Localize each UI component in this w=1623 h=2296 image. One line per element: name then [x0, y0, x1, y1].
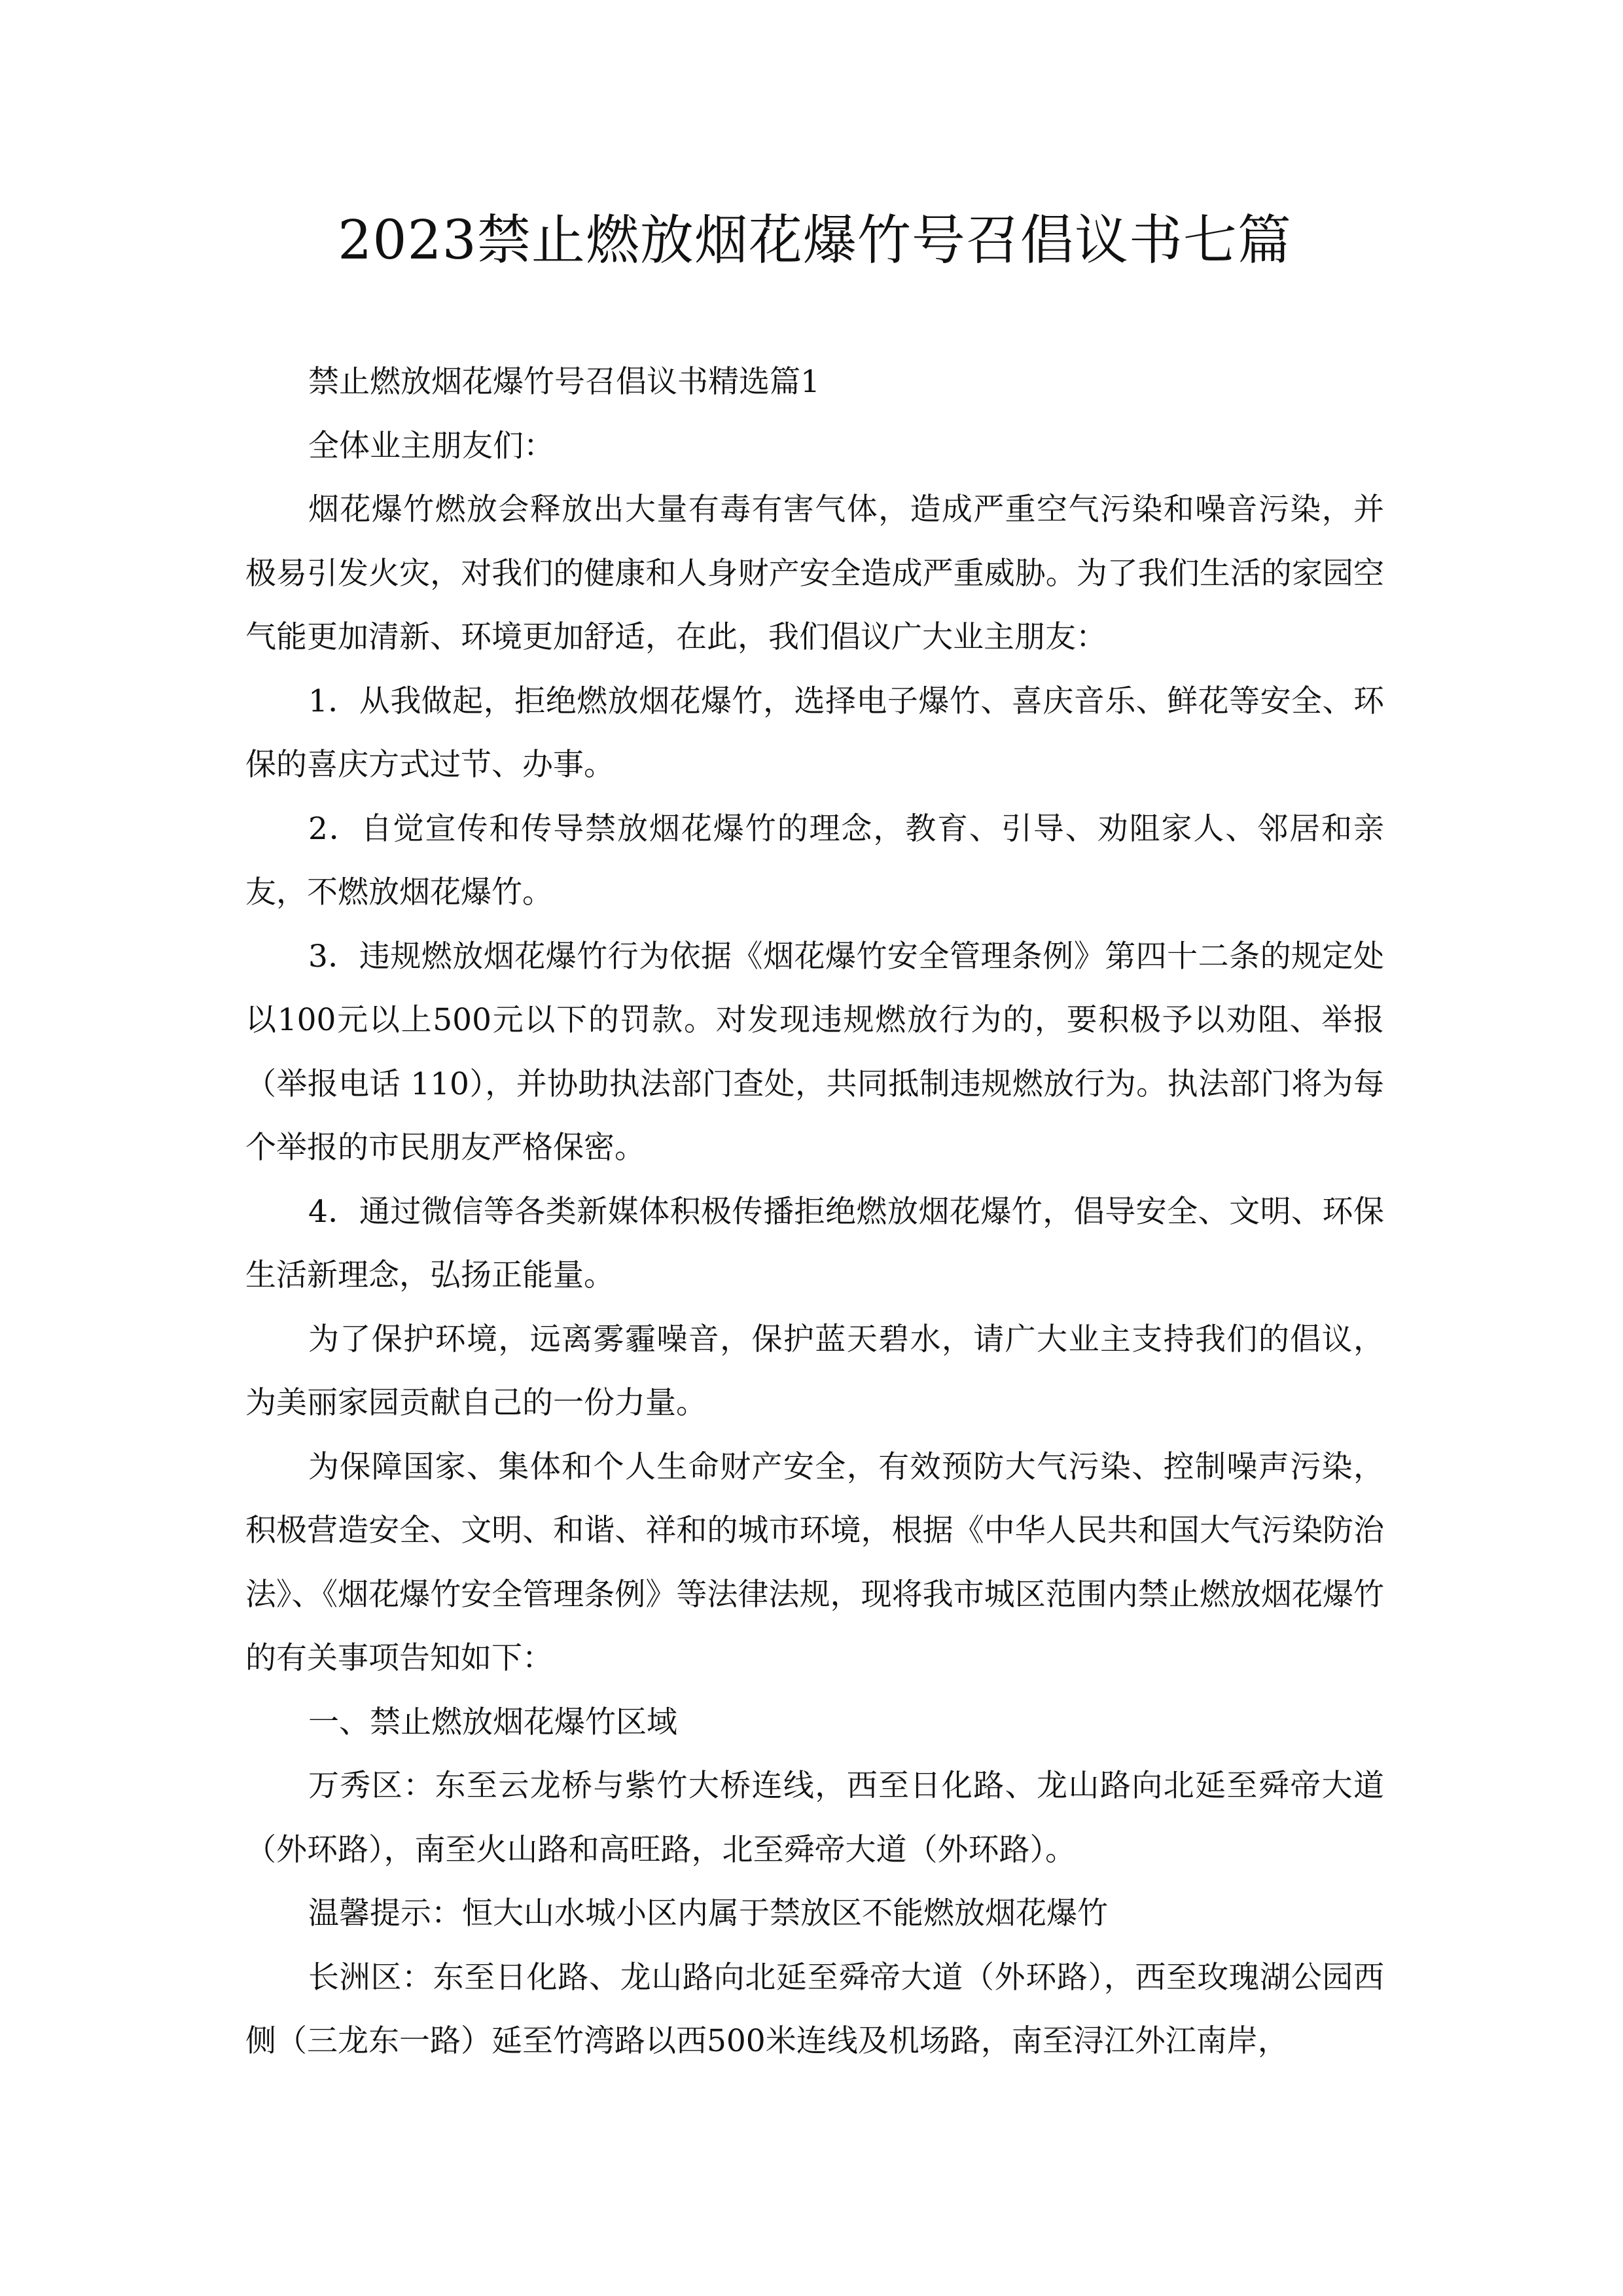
paragraph: 为了保护环境，远离雾霾噪音，保护蓝天碧水，请广大业主支持我们的倡议，为美丽家园贡献自己的一份力量。 — [245, 1321, 1384, 1421]
section-heading: 禁止燃放烟花爆竹号召倡议书精选篇1 — [308, 364, 820, 400]
note: 温馨提示：恒大山水城小区内属于禁放区不能燃放烟花爆竹 — [308, 1895, 1108, 1931]
document-body — [245, 350, 1384, 2073]
paragraph: 万秀区：东至云龙桥与紫竹大桥连线，西至日化路、龙山路向北延至舜帝大道（外环路），南至火山路和高旺路，北至舜帝大道（外环路）。 — [245, 1768, 1384, 1868]
salutation: 全体业主朋友们： — [308, 427, 554, 464]
list-item: 3．违规燃放烟花爆竹行为依据《烟花爆竹安全管理条例》第四十二条的规定处以100元以上500元以下的罚款。对发现违规燃放行为的，要积极予以劝阻、举报（举报电话 110），并协助执法部门查处，共同抵制违规燃放行为。执法部门将为每个举报的市民朋友严格保密。 — [245, 938, 1384, 1166]
subheading: 一、禁止燃放烟花爆竹区域 — [308, 1704, 677, 1740]
document-title: 2023禁止燃放烟花爆竹号召倡议书七篇 — [338, 209, 1292, 272]
list-item: 2．自觉宣传和传导禁放烟花爆竹的理念，教育、引导、劝阻家人、邻居和亲友，不燃放烟花爆竹。 — [245, 810, 1384, 910]
list-item: 4．通过微信等各类新媒体积极传播拒绝燃放烟花爆竹，倡导安全、文明、环保生活新理念，弘扬正能量。 — [245, 1193, 1384, 1293]
paragraph: 烟花爆竹燃放会释放出大量有毒有害气体，造成严重空气污染和噪音污染，并极易引发火灾，对我们的健康和人身财产安全造成严重威胁。为了我们生活的家园空气能更加清新、环境更加舒适，在此，我们倡议广大业主朋友： — [245, 492, 1384, 655]
paragraph: 为保障国家、集体和个人生命财产安全，有效预防大气污染、控制噪声污染，积极营造安全、文明、和谐、祥和的城市环境，根据《中华人民共和国大气污染防治法》、《烟花爆竹安全管理条例》等法律法规，现将我市城区范围内禁止燃放烟花爆竹的有关事项告知如下： — [245, 1448, 1384, 1676]
list-item: 1．从我做起，拒绝燃放烟花爆竹，选择电子爆竹、喜庆音乐、鲜花等安全、环保的喜庆方式过节、办事。 — [245, 683, 1384, 783]
paragraph: 长洲区：东至日化路、龙山路向北延至舜帝大道（外环路），西至玫瑰湖公园西侧（三龙东一路）延至竹湾路以西500米连线及机场路，南至浔江外江南岸， — [245, 1959, 1384, 2059]
